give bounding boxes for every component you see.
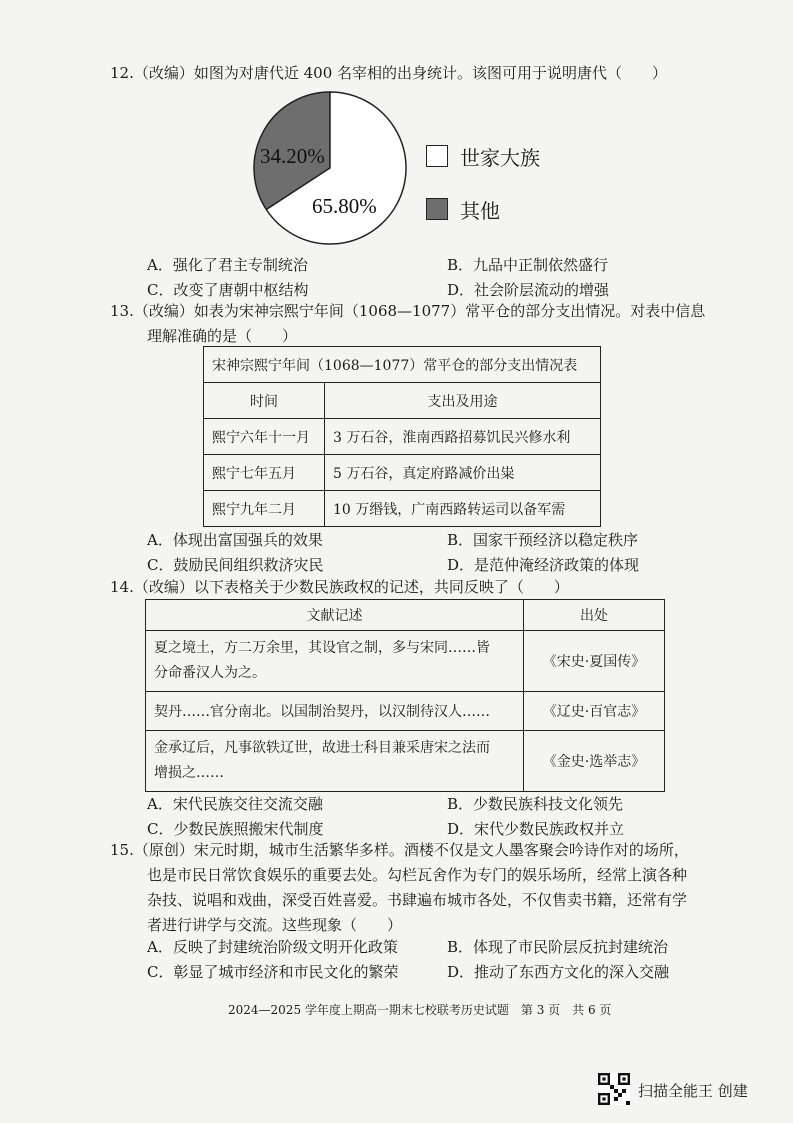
q15-stem-line1: 15.（原创）宋元时期，城市生活繁华多样。酒楼不仅是文人墨客聚会吟诗作对的场所， <box>110 841 689 859</box>
q13-option-a: A．体现出富国强兵的效果 <box>147 531 323 549</box>
q14-option-b: B．少数民族科技文化领先 <box>447 795 624 813</box>
q13-row2-expense: 5 万石谷，真定府路减价出粜 <box>325 455 601 491</box>
legend-swatch-other <box>426 198 448 220</box>
q12-option-a: A．强化了君主专制统治 <box>147 256 308 274</box>
legend-label-other: 其他 <box>460 199 500 223</box>
q13-option-d: D．是范仲淹经济政策的体现 <box>447 556 640 574</box>
scanner-watermark: 扫描全能王 创建 <box>638 1082 748 1100</box>
q14-row2-source: 《辽史·百官志》 <box>524 692 665 731</box>
q14-row3-record <box>146 731 524 792</box>
q14-header-source: 出处 <box>524 600 665 631</box>
q14-row1-line1: 夏之境土，方二万余里，其设官之制，多与宋同……皆 <box>154 640 490 656</box>
q15-stem-line2: 也是市民日常饮食娱乐的重要去处。勾栏瓦舍作为专门的娱乐场所，经常上演各种 <box>147 866 688 884</box>
q14-header-record: 文献记述 <box>146 600 524 631</box>
q14-table <box>145 599 665 792</box>
q13-stem-line2: 理解准确的是（ ） <box>147 327 298 345</box>
q15-stem-line4: 者进行讲学与交流。这些现象（ ） <box>147 916 403 934</box>
q14-row2-line1: 契丹……官分南北。以国制治契丹，以汉制待汉人…… <box>154 704 490 720</box>
q13-table <box>203 346 601 527</box>
pie-chart <box>250 88 410 248</box>
q14-row3-source: 《金史·选举志》 <box>524 731 665 792</box>
q12-option-b: B．九品中正制依然盛行 <box>447 256 609 274</box>
q15-option-c: C．彰显了城市经济和市民文化的繁荣 <box>147 963 399 981</box>
q14-option-d: D．宋代少数民族政权并立 <box>447 820 625 838</box>
q13-row3-time: 熙宁九年二月 <box>204 491 325 527</box>
q15-stem-line3: 杂技、说唱和戏曲，深受百姓喜爱。书肆遍布城市各处，不仅售卖书籍，还常有学 <box>147 891 688 909</box>
q14-row2-record <box>146 692 524 731</box>
q12-option-c: C．改变了唐朝中枢结构 <box>147 281 309 299</box>
q14-option-c: C．少数民族照搬宋代制度 <box>147 820 324 838</box>
legend-swatch-aristocracy <box>426 145 448 167</box>
pie-label-other: 34.20% <box>260 144 325 168</box>
qr-code-icon <box>598 1073 630 1105</box>
q15-option-a: A．反映了封建统治阶级文明开化政策 <box>147 938 398 956</box>
q15-option-b: B．体现了市民阶层反抗封建统治 <box>447 938 669 956</box>
q14-row3-line2: 增损之…… <box>154 765 224 781</box>
q13-header-expense: 支出及用途 <box>325 383 601 419</box>
q13-row1-expense: 3 万石谷，淮南西路招募饥民兴修水利 <box>325 419 601 455</box>
q14-row3-line1: 金承辽后，凡事欲轶辽世，故进士科目兼采唐宋之法而 <box>154 740 490 756</box>
q13-row1-time: 熙宁六年十一月 <box>204 419 325 455</box>
q14-row1-source: 《宋史·夏国传》 <box>524 631 665 692</box>
pie-label-aristocracy: 65.80% <box>312 194 377 218</box>
q13-option-b: B．国家干预经济以稳定秩序 <box>447 531 639 549</box>
page-footer: 2024—2025 学年度上期高一期末七校联考历史试题 第 3 页 共 6 页 <box>228 1003 612 1017</box>
q13-row3-expense: 10 万缗钱，广南西路转运司以备军需 <box>325 491 601 527</box>
q13-header-time: 时间 <box>204 383 325 419</box>
q13-stem-line1: 13.（改编）如表为宋神宗熙宁年间（1068—1077）常平仓的部分支出情况。对表中信息 <box>110 302 706 320</box>
q15-option-d: D．推动了东西方文化的深入交融 <box>447 963 670 981</box>
q14-row1-line2: 分命番汉人为之。 <box>154 665 266 681</box>
q14-option-a: A．宋代民族交往交流交融 <box>147 795 323 813</box>
q14-stem: 14.（改编）以下表格关于少数民族政权的记述，共同反映了（ ） <box>110 578 569 596</box>
q13-table-title: 宋神宗熙宁年间（1068—1077）常平仓的部分支出情况表 <box>204 347 601 383</box>
q12-stem: 12.（改编）如图为对唐代近 400 名宰相的出身统计。该图可用于说明唐代（ ） <box>110 64 668 82</box>
q13-row2-time: 熙宁七年五月 <box>204 455 325 491</box>
q14-row1-record <box>146 631 524 692</box>
q13-option-c: C．鼓励民间组织救济灾民 <box>147 556 324 574</box>
q12-option-d: D．社会阶层流动的增强 <box>447 281 610 299</box>
legend-label-aristocracy: 世家大族 <box>460 146 540 170</box>
